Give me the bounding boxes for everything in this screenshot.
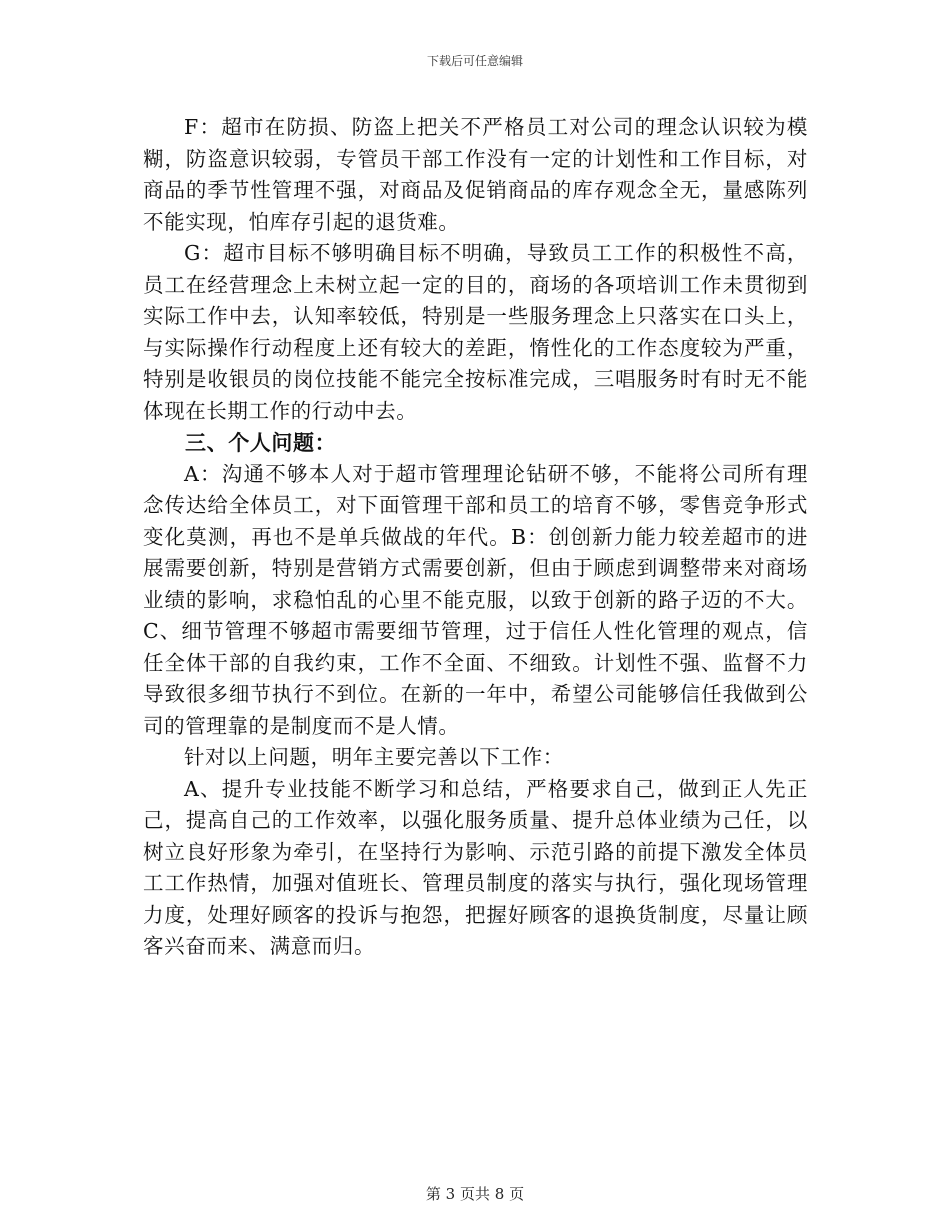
page-number-footer: 第 3 页共 8 页 [425, 1185, 525, 1203]
paragraph-personal-issues: A：沟通不够本人对于超市管理理论钻研不够，不能将公司所有理念传达给全体员工，对下面管理干部和员工的培育不够，零售竞争形式变化莫测，再也不是单兵做战的年代。B：创创新力能力较差超市的进展需要创新，特别是营销方式需要创新，但由于顾虑到调整带来对商场业绩的影响，求稳怕乱的心里不能克服，以致于创新的路子迈的不大。C、细节管理不够超市需要细节管理，过于信任人性化管理的观点，信任全体干部的自我约束，工作不全面、不细致。计划性不强、监督不力导致很多细节执行不到位。在新的一年中，希望公司能够信任我做到公司的管理靠的是制度而不是人情。 [143, 461, 808, 738]
paragraph-f: F：超市在防损、防盗上把关不严格员工对公司的理念认识较为模糊，防盗意识较弱，专管员干部工作没有一定的计划性和工作目标，对商品的季节性管理不强，对商品及促销商品的库存观念全无，量感陈列不能实现，怕库存引起的退货难。 [143, 115, 808, 234]
document-body [143, 112, 808, 963]
page-header: 下载后可任意编辑 [426, 54, 523, 68]
paragraph-improve-skills: A、提升专业技能不断学习和总结，严格要求自己，做到正人先正己，提高自己的工作效率，以强化服务质量、提升总体业绩为己任，以树立良好形象为牵引，在坚持行为影响、示范引路的前提下激发全体员工工作热情，加强对值班长、管理员制度的落实与执行，强化现场管理力度，处理好顾客的投诉与抱怨，把握好顾客的退换货制度，尽量让顾客兴奋而来、满意而归。 [143, 776, 808, 958]
section-heading-personal-issues: 三、个人问题： [185, 430, 337, 455]
paragraph-next-year-intro: 针对以上问题，明年主要完善以下工作： [184, 745, 564, 769]
paragraph-g: G：超市目标不够明确目标不明确，导致员工工作的积极性不高，员工在经营理念上未树立起一定的目的，商场的各项培训工作未贯彻到实际工作中去，认知率较低，特别是一些服务理念上只落实在口头上，与实际操作行动程度上还有较大的差距，惰性化的工作态度较为严重，特别是收银员的岗位技能不能完全按标准完成，三唱服务时有时无不能体现在长期工作的行动中去。 [143, 241, 808, 423]
